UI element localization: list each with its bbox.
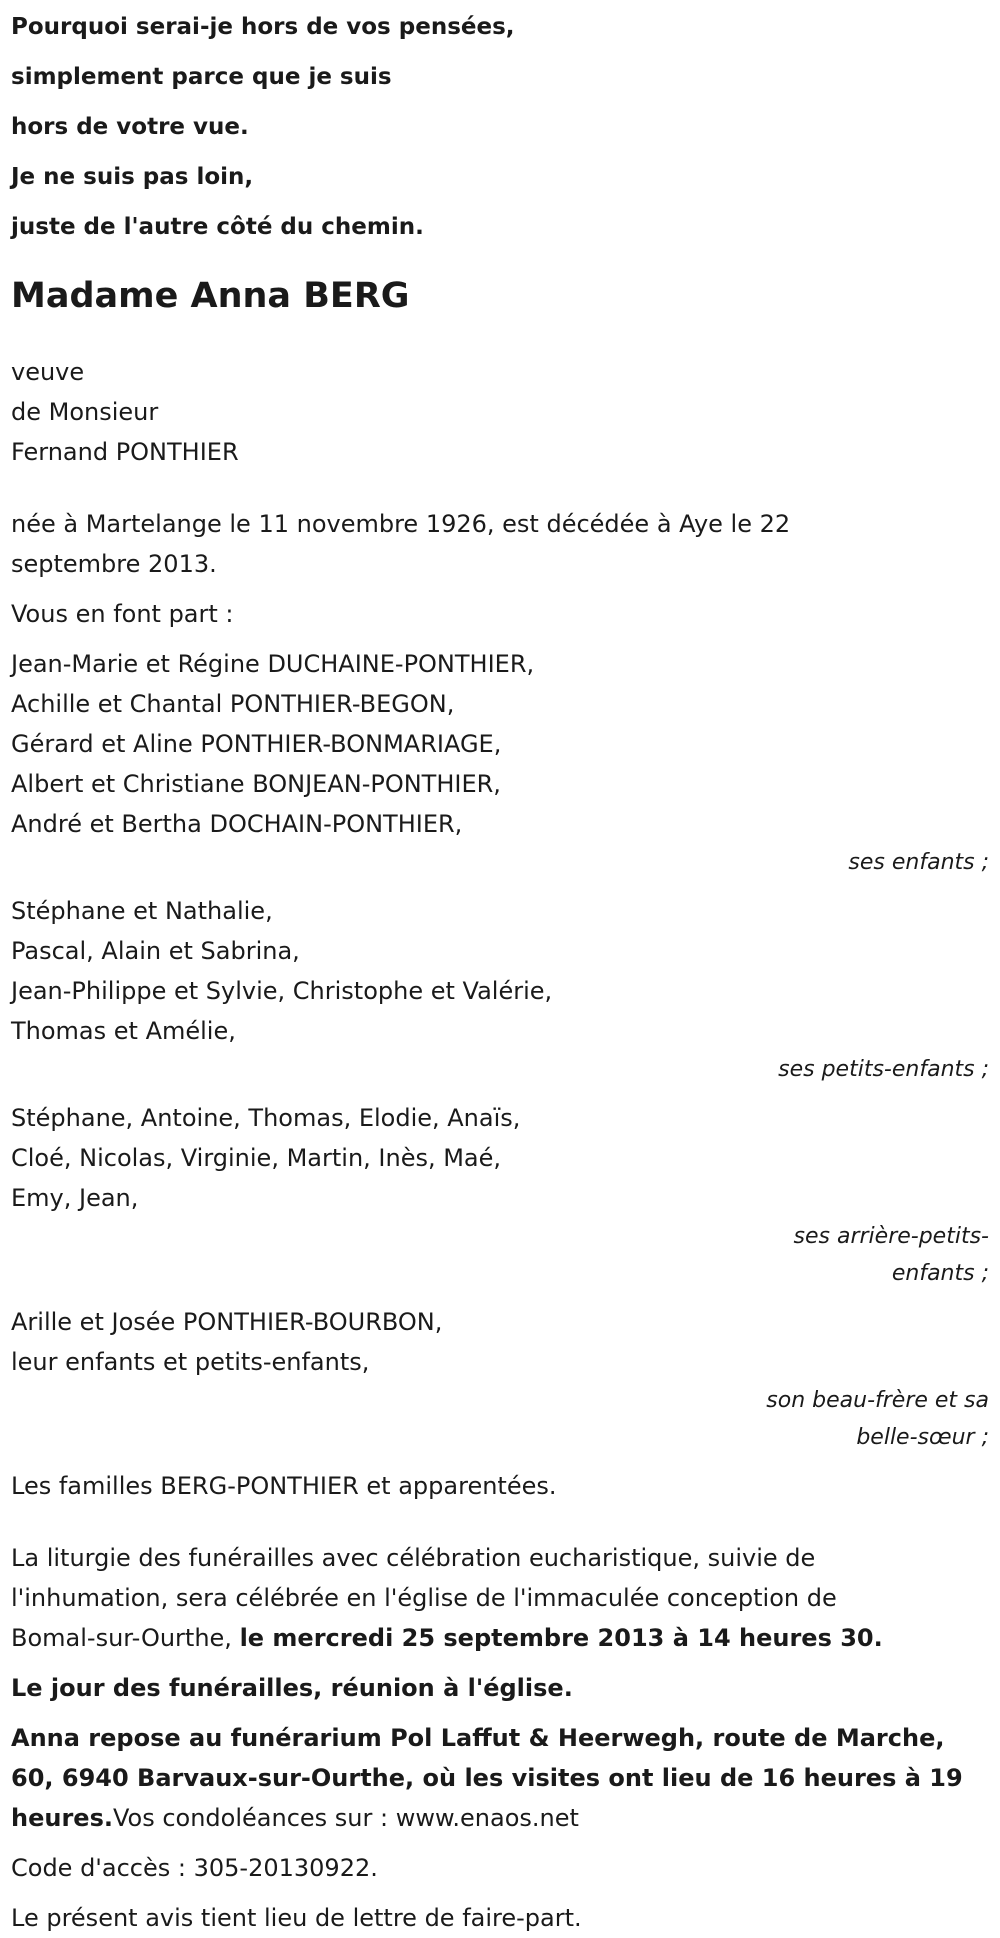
rest-line: 60, 6940 Barvaux-sur-Ourthe, où les visites ont lieu de 16 heures à 19	[11, 1764, 963, 1792]
obituary-notice	[11, 0, 991, 1938]
birth-death-block	[11, 504, 991, 584]
grandchildren-block	[11, 891, 991, 1088]
meeting-line: Le jour des funérailles, réunion à l'église.	[11, 1674, 573, 1702]
poem-line: Pourquoi serai-je hors de vos pensées,	[11, 14, 515, 40]
rest-line	[11, 1798, 991, 1838]
deceased-name: Madame Anna BERG	[11, 276, 410, 316]
liturgy-date: le mercredi 25 septembre 2013 à 14 heures 30.	[239, 1624, 883, 1652]
family-name-line: Arille et Josée PONTHIER-BOURBON,	[11, 1308, 443, 1336]
liturgy-line: l'inhumation, sera célébrée en l'église de l'immaculée conception de	[11, 1584, 837, 1612]
liturgy-block	[11, 1538, 991, 1658]
family-name-line: Pascal, Alain et Sabrina,	[11, 937, 300, 965]
liturgy-line: La liturgie des funérailles avec célébration eucharistique, suivie de	[11, 1544, 816, 1572]
relation-label: son beau-frère et sa	[766, 1388, 989, 1413]
family-name-line: Stéphane et Nathalie,	[11, 897, 273, 925]
liturgy-line	[11, 1618, 991, 1658]
relation-label: belle-sœur ;	[856, 1425, 989, 1450]
families-line: Les familles BERG-PONTHIER et apparentées.	[11, 1472, 557, 1500]
poem-line: hors de votre vue.	[11, 114, 249, 140]
family-name-line: leur enfants et petits-enfants,	[11, 1348, 370, 1376]
family-name-line: Thomas et Amélie,	[11, 1017, 236, 1045]
family-name-line: Stéphane, Antoine, Thomas, Elodie, Anaïs,	[11, 1104, 521, 1132]
rest-bold-tail: heures.	[11, 1804, 113, 1832]
poem-line: simplement parce que je suis	[11, 64, 392, 90]
widow-line: de Monsieur	[11, 398, 159, 426]
family-name-line: Jean-Marie et Régine DUCHAINE-PONTHIER,	[11, 650, 535, 678]
widow-line: veuve	[11, 358, 85, 386]
birth-death-line: née à Martelange le 11 novembre 1926, est décédée à Aye le 22	[11, 510, 791, 538]
liturgy-place: Bomal-sur-Ourthe,	[11, 1624, 240, 1652]
birth-death-line: septembre 2013.	[11, 550, 217, 578]
widow-block	[11, 352, 991, 472]
family-name-line: Gérard et Aline PONTHIER-BONMARIAGE,	[11, 730, 502, 758]
children-block	[11, 644, 991, 881]
relation-label: ses arrière-petits-	[793, 1224, 989, 1249]
widow-line: Fernand PONTHIER	[11, 438, 239, 466]
family-name-line: Albert et Christiane BONJEAN-PONTHIER,	[11, 770, 501, 798]
rest-line: Anna repose au funérarium Pol Laffut & Heerwegh, route de Marche,	[11, 1724, 945, 1752]
poem	[11, 2, 991, 252]
family-name-line: Achille et Chantal PONTHIER-BEGON,	[11, 690, 455, 718]
relation-label: ses enfants ;	[848, 850, 989, 875]
rest-block	[11, 1718, 991, 1838]
family-name-line: André et Bertha DOCHAIN-PONTHIER,	[11, 810, 463, 838]
family-name-line: Jean-Philippe et Sylvie, Christophe et Valérie,	[11, 977, 553, 1005]
inlaws-block	[11, 1302, 991, 1456]
condolences-text: Vos condoléances sur : www.enaos.net	[112, 1804, 579, 1832]
poem-line: Je ne suis pas loin,	[11, 164, 254, 190]
announce-line: Vous en font part :	[11, 600, 234, 628]
poem-line: juste de l'autre côté du chemin.	[11, 214, 424, 240]
great-grandchildren-block	[11, 1098, 991, 1292]
family-name-line: Emy, Jean,	[11, 1184, 139, 1212]
access-code-line: Code d'accès : 305-20130922.	[11, 1854, 378, 1882]
footer-line: Le présent avis tient lieu de lettre de faire-part.	[11, 1904, 582, 1932]
relation-label: enfants ;	[891, 1261, 989, 1286]
relation-label: ses petits-enfants ;	[778, 1057, 989, 1082]
family-name-line: Cloé, Nicolas, Virginie, Martin, Inès, Maé,	[11, 1144, 502, 1172]
